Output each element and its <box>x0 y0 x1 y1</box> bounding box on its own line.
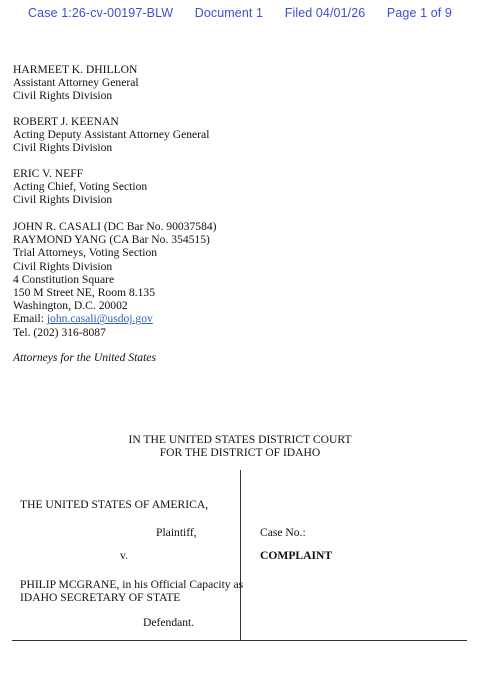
address-line-2: 150 M Street NE, Room 8.135 <box>13 286 156 300</box>
counsel-block-neff <box>13 167 147 207</box>
court-heading <box>0 433 480 459</box>
trial-attorneys-block <box>13 220 217 339</box>
versus-label: v. <box>120 549 128 562</box>
defendant-name-line-1: PHILIP MCGRANE, in his Official Capacity as <box>20 578 244 591</box>
trial-attorneys-title: Trial Attorneys, Voting Section <box>13 246 158 260</box>
email-label: Email: <box>13 312 47 326</box>
attorney-casali: JOHN R. CASALI (DC Bar No. 90037584) <box>13 220 217 233</box>
counsel-block-keenan <box>13 115 209 155</box>
division-line: Civil Rights Division <box>13 259 113 273</box>
filed-date-stamp: Filed 04/01/26 <box>284 6 366 20</box>
attorney-yang: RAYMOND YANG (CA Bar No. 354515) <box>13 233 210 247</box>
court-district: FOR THE DISTRICT OF IDAHO <box>159 446 321 460</box>
case-number-stamp: Case 1:26-cv-00197-BLW <box>28 6 174 20</box>
defendant-label: Defendant. <box>143 616 195 629</box>
ecf-filing-header <box>0 6 480 20</box>
plaintiff-label: Plaintiff, <box>156 526 197 539</box>
counsel-division: Civil Rights Division <box>13 141 113 155</box>
counsel-block-dhillon <box>13 63 139 103</box>
counsel-name: ROBERT J. KEENAN <box>13 115 119 128</box>
document-number-stamp: Document 1 <box>194 6 264 20</box>
case-number-label: Case No.: <box>260 526 306 539</box>
counsel-division: Civil Rights Division <box>13 193 113 207</box>
caption-vertical-divider <box>240 470 241 640</box>
counsel-name: HARMEET K. DHILLON <box>13 63 138 76</box>
counsel-title: Acting Deputy Assistant Attorney General <box>13 128 210 142</box>
caption-bottom-rule <box>12 640 467 641</box>
defendant-name-line-2: IDAHO SECRETARY OF STATE <box>20 591 181 604</box>
telephone-line: Tel. (202) 316-8087 <box>13 325 106 339</box>
address-line-1: 4 Constitution Square <box>13 272 115 286</box>
email-line <box>13 312 217 325</box>
counsel-title: Assistant Attorney General <box>13 76 139 90</box>
counsel-division: Civil Rights Division <box>13 89 113 103</box>
counsel-name: ERIC V. NEFF <box>13 167 84 180</box>
document-title: COMPLAINT <box>260 549 333 562</box>
attorneys-for-line: Attorneys for the United States <box>13 351 156 364</box>
counsel-title: Acting Chief, Voting Section <box>13 180 148 194</box>
plaintiff-name: THE UNITED STATES OF AMERICA, <box>20 498 209 511</box>
address-city: Washington, D.C. 20002 <box>13 299 128 313</box>
court-name: IN THE UNITED STATES DISTRICT COURT <box>128 433 352 446</box>
email-link[interactable]: john.casali@usdoj.gov <box>46 312 153 326</box>
page-count-stamp: Page 1 of 9 <box>386 6 452 20</box>
